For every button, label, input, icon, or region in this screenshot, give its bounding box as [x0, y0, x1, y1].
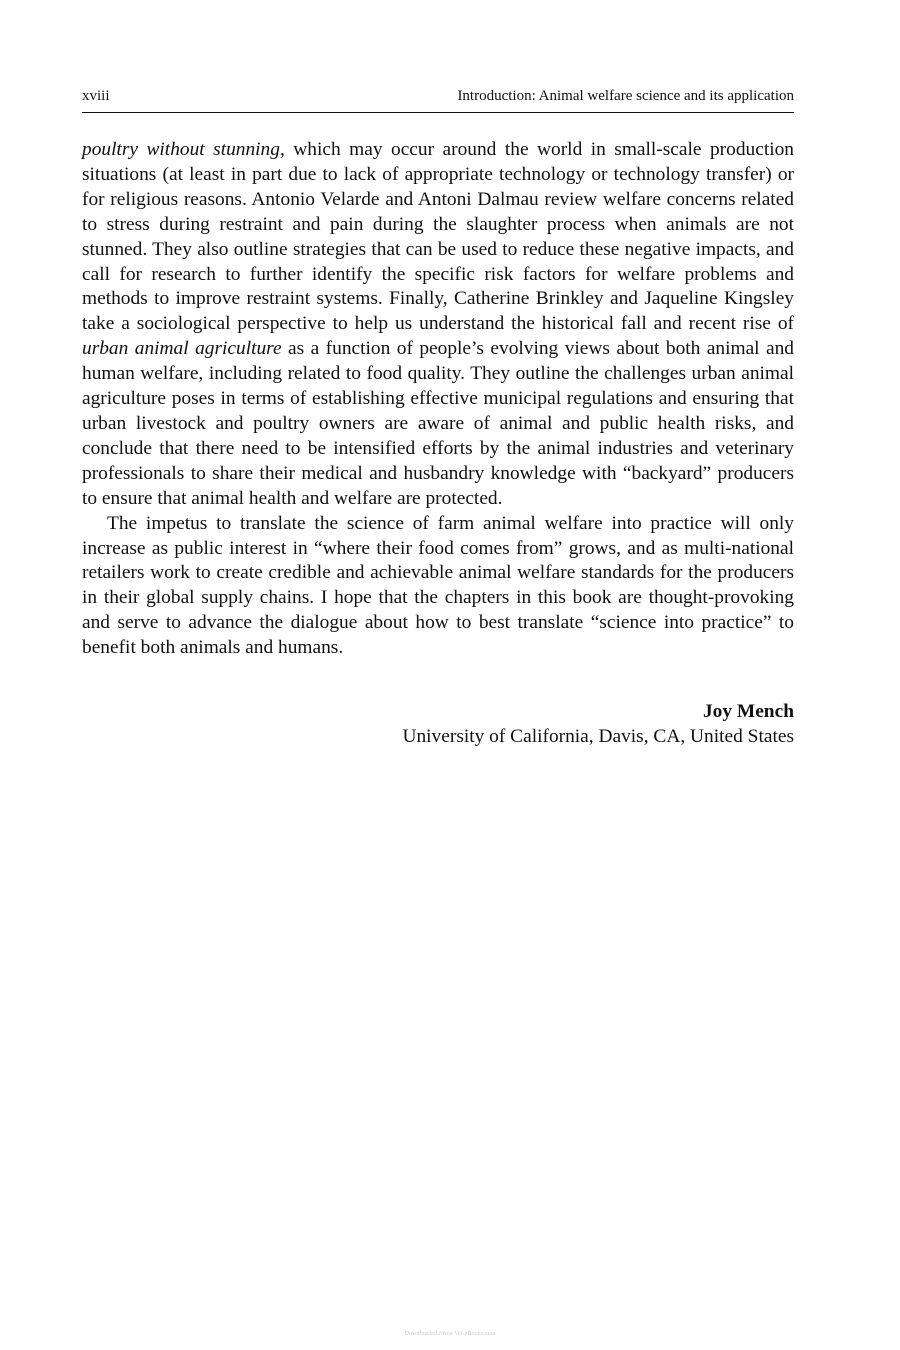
running-header: [82, 86, 794, 108]
signature-block: [402, 699, 794, 749]
footer-watermark: Downloaded From Vet-eBooks.com: [404, 1331, 496, 1337]
paragraph-1-text-a: , which may occur around the world in small-scale production situations (at least in part due to lack of appropriate technology or technology transfer) or for religious reasons. Antonio Velarde and Antoni Dalmau review welfare concerns related to stress during restraint and pain during the slaughter process when animals are not stunned. They also outline strategies that can be used to reduce these negative impacts, and call for research to further identify the specific risk factors for welfare problems and methods to improve restraint systems. Finally, Catherine Brinkley and Jaqueline Kingsley take a sociological perspective to help us understand the historical fall and recent rise of: [82, 139, 794, 335]
paragraph-1-text-b: as a function of people’s evolving views about both animal and human welfare, including related to food quality. They outline the challenges urban animal agriculture poses in terms of establishing effective municipal regulations and ensuring that urban livestock and poultry owners are aware of animal and public health risks, and conclude that there need to be intensified efforts by the animal industries and veterinary professionals to share their medical and husbandry knowledge with “backyard” producers to ensure that animal health and welfare are protected.: [82, 338, 795, 509]
italic-term-poultry: poultry without stunning: [82, 139, 280, 160]
running-title: Introduction: Animal welfare science and its application: [457, 88, 794, 104]
author-name: Joy Mench: [702, 701, 794, 722]
paragraph-1: [82, 138, 794, 512]
page-number: xviii: [82, 88, 110, 104]
header-rule: [82, 112, 794, 113]
paragraph-2: The impetus to translate the science of farm animal welfare into practice will only increase as public interest in “where their food comes from” grows, and as multi-national retailers work to create credible and achievable animal welfare standards for the producers in their global supply chains. I hope that the chapters in this book are thought-provoking and serve to advance the dialogue about how to best translate “science into practice” to benefit both animals and humans.: [82, 512, 794, 659]
body-text: [82, 138, 794, 661]
author-affiliation: University of California, Davis, CA, United States: [402, 726, 794, 747]
italic-term-urban: urban animal agriculture: [82, 338, 282, 360]
